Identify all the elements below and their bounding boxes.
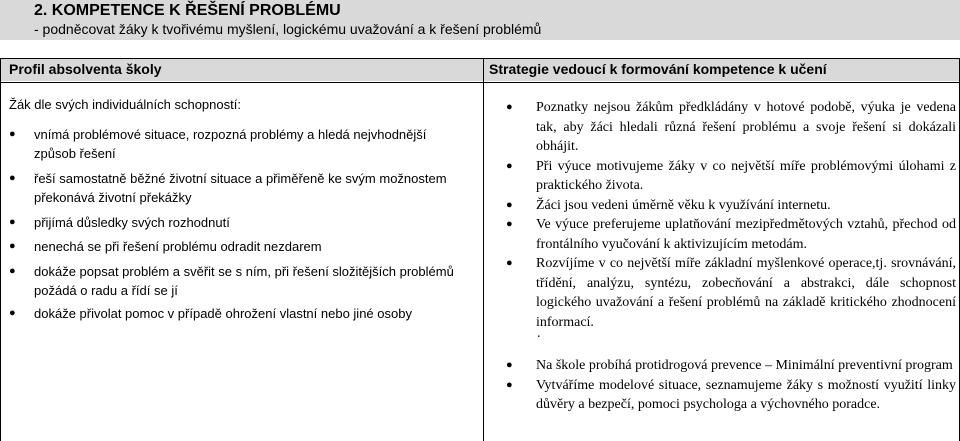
bullet-icon: ● xyxy=(506,359,513,371)
header-row-border xyxy=(0,82,960,83)
column-divider xyxy=(483,58,484,441)
list-item xyxy=(506,356,956,376)
list-item-text: vnímá problémové situace, rozpozná problémy a hledá nejvhodnější způsob řešení xyxy=(34,127,427,161)
list-item-text: Vytváříme modelové situace, seznamujeme žáky s možností využití linky důvěry a bezpečí, pomoci psychologa a výchovného poradce. xyxy=(536,377,956,412)
bullet-icon: ● xyxy=(9,307,16,319)
list-item-text: Poznatky nejsou žákům předkládány v hotové podobě, výuka je vedena tak, aby žáci hledali různá řešení problému a svoje řešení si dokázali obhájit. xyxy=(536,100,956,154)
right-column-title: Strategie vedoucí k formování kompetence k učení xyxy=(489,61,827,77)
list-item xyxy=(506,196,956,216)
list-item xyxy=(506,254,956,332)
section-title: 2. KOMPETENCE K ŘEŠENÍ PROBLÉMU xyxy=(34,2,341,19)
bullet-icon: ● xyxy=(9,172,16,184)
bullet-icon: ● xyxy=(9,128,16,140)
separator-gap xyxy=(506,332,956,356)
bullet-icon: ● xyxy=(9,216,16,228)
bullet-icon: ● xyxy=(506,257,513,269)
separator-dot: . xyxy=(537,326,541,341)
list-item-text: Rozvíjíme v co největší míře základní myšlenkové operace,tj. srovnávání, třídění, analýzu, syntézu, zobecňování a abstrakci, dále schopnost logického uvažování a řešení problémů na základě kritického zhodnocení informací. xyxy=(536,256,956,330)
list-item-text: Ve výuce preferujeme uplatňování mezipředmětových vztahů, přechod od frontálního vyučování k aktivizujícím metodám. xyxy=(536,217,956,252)
list-item xyxy=(506,157,956,196)
list-item xyxy=(506,376,956,415)
strategy-list xyxy=(506,98,956,415)
list-item-text: nenechá se při řešení problému odradit nezdarem xyxy=(34,239,322,254)
section-banner xyxy=(0,0,960,40)
bullet-icon: ● xyxy=(506,159,513,172)
list-item-text: dokáže přivolat pomoc v případě ohrožení vlastní nebo jiné osoby xyxy=(34,306,412,321)
bullet-icon: ● xyxy=(9,240,16,252)
list-item xyxy=(506,215,956,254)
bullet-icon: ● xyxy=(506,101,513,113)
list-item-text: dokáže popsat problém a svěřit se s ním, při řešení složitějších problémů požádá o radu a řídí se jí xyxy=(34,264,454,298)
list-item-text: řeší samostatně běžné životní situace a přiměřeně ke svým možnostem překonává životní překážky xyxy=(34,171,447,205)
list-item-text: Na škole probíhá protidrogová prevence – Minimální preventivní program xyxy=(536,358,953,373)
left-column-title: Profil absolventa školy xyxy=(9,61,162,77)
list-item-text: Žáci jsou vedeni úměrně věku k využívání internetu. xyxy=(536,197,831,213)
bullet-icon: ● xyxy=(506,378,513,391)
right-column-header xyxy=(484,59,959,81)
left-column-header xyxy=(1,59,483,81)
list-item xyxy=(506,98,956,157)
left-intro: Žák dle svých individuálních schopností: xyxy=(9,97,241,112)
table-left-border xyxy=(0,58,1,441)
list-item-text: Při výuce motivujeme žáky v co největší míře problémovými úlohami z praktického života. xyxy=(536,158,956,193)
bullet-icon: ● xyxy=(506,198,513,211)
section-subtitle: - podněcovat žáky k tvořivému myšlení, logickému uvažování a k řešení problémů xyxy=(34,21,542,37)
bullet-icon: ● xyxy=(9,265,16,277)
list-item-text: přijímá důsledky svých rozhodnutí xyxy=(34,215,230,230)
bullet-icon: ● xyxy=(506,218,513,230)
